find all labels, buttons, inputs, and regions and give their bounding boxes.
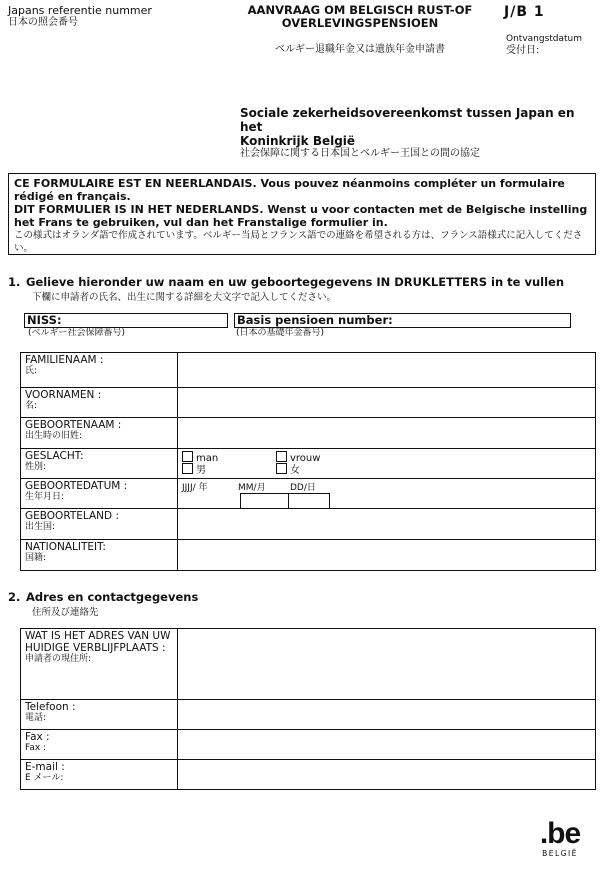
agreement-ja: 社会保障に関する日本国とベルギー王国との間の協定	[240, 148, 480, 159]
basis-ja: (日本の基礎年金番号)	[236, 328, 325, 338]
man-checkbox[interactable]	[182, 451, 193, 462]
section-2-title: Adres en contactgegevens	[26, 590, 199, 604]
address-ja: 申請者の現住所:	[25, 654, 92, 664]
email-ja: E メール:	[25, 773, 64, 783]
contact-details-table	[20, 628, 596, 790]
gender-vrouw-ja-option[interactable]	[276, 463, 300, 477]
row-label	[21, 388, 178, 418]
year-label: JJJJ/ 年	[182, 483, 208, 493]
gender-man-ja-option[interactable]	[182, 463, 206, 477]
birth-country-ja: 出生国:	[25, 522, 56, 532]
table-row	[21, 629, 596, 700]
vrouw-ja-checkbox[interactable]	[276, 463, 287, 474]
agreement-line-1: Sociale zekerheidsovereenkomst tussen Japan en het	[240, 106, 575, 134]
month-input[interactable]	[240, 493, 289, 509]
family-name-ja: 氏:	[25, 366, 38, 376]
telephone-label: Telefoon :	[25, 701, 76, 713]
birth-name-input[interactable]	[178, 418, 596, 449]
basis-pension-number-field[interactable]	[234, 313, 571, 328]
notice-dutch: DIT FORMULIER IS IN HET NEDERLANDS. Wenst u voor contacten met de Belgische instelling het Frans te gebruiken, vul dan het Franstalige formulier in.	[14, 203, 588, 229]
row-label	[21, 449, 178, 479]
row-label	[21, 479, 178, 509]
table-row	[21, 730, 596, 760]
table-row	[21, 479, 596, 509]
table-row	[21, 353, 596, 388]
received-label-nl: Ontvangstdatum	[506, 34, 583, 44]
gender-label: GESLACHT:	[25, 450, 84, 462]
family-name-input[interactable]	[178, 353, 596, 388]
personal-details-table	[20, 352, 596, 571]
received-date-label	[506, 34, 582, 57]
nationality-ja: 国籍:	[25, 553, 47, 563]
man-label: man	[196, 453, 219, 464]
section-1-heading	[8, 275, 603, 303]
first-names-ja: 名:	[25, 401, 38, 411]
email-label: E-mail :	[25, 761, 65, 773]
notice-japanese: この様式はオランダ語で作成されています。ベルギー当局とフランス語での連絡を希望される方は、フランス語様式に記入してください。	[14, 230, 583, 254]
title-ja: ベルギー退職年金又は遺族年金申請書	[275, 44, 445, 55]
fax-ja: Fax :	[25, 743, 47, 753]
section-2-subtitle: 住所及び連絡先	[32, 607, 99, 618]
vrouw-checkbox[interactable]	[276, 451, 287, 462]
be-logo-country: BELGIË	[542, 849, 578, 858]
vrouw-label: vrouw	[290, 453, 321, 464]
man-ja-checkbox[interactable]	[182, 463, 193, 474]
niss-field[interactable]	[24, 313, 228, 328]
gender-ja: 性別:	[25, 462, 47, 472]
niss-label: NISS:	[27, 313, 62, 327]
form-title	[240, 4, 480, 56]
reference-label-nl: Japans referentie nummer	[8, 4, 152, 17]
row-label	[21, 418, 178, 449]
row-label	[21, 730, 178, 760]
table-row	[21, 418, 596, 449]
birth-date-ja: 生年月日:	[25, 492, 65, 502]
section-2-heading	[8, 590, 603, 618]
telephone-input[interactable]	[178, 700, 596, 730]
man-ja-label: 男	[196, 465, 206, 476]
month-label: MM/月	[238, 483, 266, 493]
table-row	[21, 540, 596, 571]
row-label	[21, 760, 178, 790]
address-label: WAT IS HET ADRES VAN UW HUIDIGE VERBLIJFPLAATS :	[25, 630, 171, 654]
section-2-number: 2.	[8, 590, 21, 604]
table-row	[21, 700, 596, 730]
email-input[interactable]	[178, 760, 596, 790]
title-line-1: AANVRAAG OM BELGISCH RUST-OF	[247, 3, 473, 17]
day-label: DD/日	[290, 483, 316, 493]
birth-country-input[interactable]	[178, 509, 596, 540]
row-label	[21, 509, 178, 540]
birth-name-label: GEBOORTENAAM :	[25, 419, 122, 431]
table-row	[21, 449, 596, 479]
day-input[interactable]	[288, 493, 330, 509]
reference-label-ja: 日本の照会番号	[8, 17, 78, 28]
row-label	[21, 700, 178, 730]
address-input[interactable]	[178, 629, 596, 700]
language-notice-box	[8, 173, 596, 255]
table-row	[21, 760, 596, 790]
notice-french: CE FORMULAIRE EST EN NEERLANDAIS. Vous pouvez néanmoins compléter un formulaire rédigé en français.	[14, 177, 565, 203]
row-label	[21, 540, 178, 571]
section-1-title: Gelieve hieronder uw naam en uw geboortegegevens IN DRUKLETTERS in te vullen	[26, 275, 565, 289]
family-name-label: FAMILIENAAM :	[25, 354, 104, 366]
table-row	[21, 388, 596, 418]
japan-reference-label	[8, 4, 152, 29]
fax-input[interactable]	[178, 730, 596, 760]
telephone-ja: 電話:	[25, 713, 47, 723]
row-label	[21, 353, 178, 388]
nationality-input[interactable]	[178, 540, 596, 571]
section-1-number: 1.	[8, 275, 21, 289]
table-row	[21, 509, 596, 540]
first-names-input[interactable]	[178, 388, 596, 418]
nationality-label: NATIONALITEIT:	[25, 541, 106, 553]
received-label-ja: 受付日:	[506, 45, 540, 56]
be-logo-mark: .be	[539, 817, 581, 850]
first-names-label: VOORNAMEN :	[25, 389, 102, 401]
fax-label: Fax :	[25, 731, 50, 743]
row-label	[21, 629, 178, 700]
belgium-be-logo	[522, 818, 598, 858]
birth-country-label: GEBOORTELAND :	[25, 510, 119, 522]
niss-ja: (ベルギー社会保障番号)	[28, 328, 126, 338]
section-1-subtitle: 下欄に申請者の氏名、出生に関する詳細を大文字で記入してください。	[32, 292, 337, 303]
form-code: J/B 1	[504, 4, 545, 20]
birth-date-cell	[178, 479, 596, 509]
year-input[interactable]	[178, 493, 240, 508]
birth-date-label: GEBOORTEDATUM :	[25, 480, 128, 492]
birth-name-ja: 出生時の旧姓:	[25, 431, 83, 441]
agreement-heading	[240, 106, 600, 160]
basis-pension-label: Basis pensioen number:	[237, 313, 393, 327]
title-line-2: OVERLEVINGSPENSIOEN	[281, 16, 439, 30]
vrouw-ja-label: 女	[290, 465, 300, 476]
agreement-line-2: Koninkrijk België	[240, 134, 356, 148]
gender-cell	[178, 449, 596, 479]
